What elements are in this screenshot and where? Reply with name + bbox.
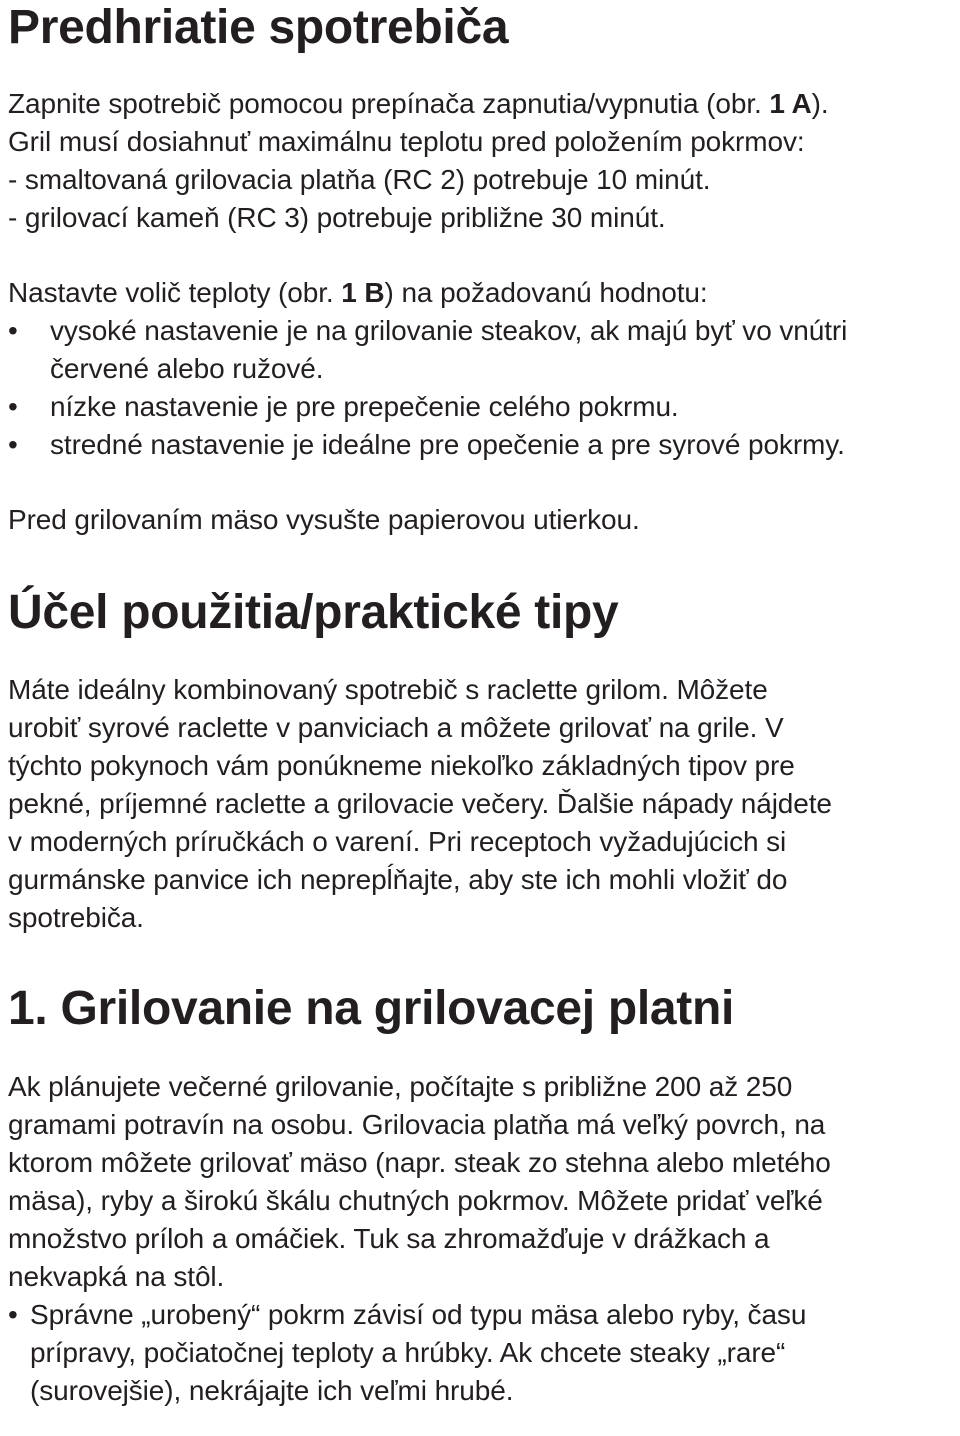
section-title-usage-tips: Účel použitia/praktické tipy [8,586,619,639]
paragraph-usage-tips [8,671,958,937]
paragraph-line: spotrebiča. [8,902,144,933]
paragraph-line [8,274,958,312]
list-item-line: Správne „urobený“ pokrm závisí od typu mäsa alebo ryby, času [30,1299,807,1330]
temperature-settings-list [8,312,958,464]
document-page [8,0,958,1410]
paragraph-line: v moderných príručkách o varení. Pri receptoch vyžadujúcich si [8,826,787,857]
figure-reference: 1 A [769,88,812,119]
paragraph-line: Máte ideálny kombinovaný spotrebič s raclette grilom. Môžete [8,674,768,705]
bullet-icon: • [8,391,18,422]
paragraph-line: nekvapká na stôl. [8,1261,225,1292]
paragraph-line: mäsa), ryby a širokú škálu chutných pokrmov. Môžete pridať veľké [8,1185,823,1216]
paragraph-grill-plate [8,1068,958,1296]
paragraph-line: pekné, príjemné raclette a grilovacie večery. Ďalšie nápady nájdete [8,788,832,819]
paragraph-line: gurmánske panvice ich neprepĺňajte, aby ste ich mohli vložiť do [8,864,788,895]
paragraph-line: ktorom môžete grilovať mäso (napr. steak zo stehna alebo mletého [8,1147,831,1178]
text-fragment: Nastavte volič teploty (obr. [8,277,342,308]
paragraph-line: urobiť syrové raclette v panviciach a môžete grilovať na grile. V [8,712,784,743]
paragraph-line: Pred grilovaním mäso vysušte papierovou utierkou. [8,504,640,535]
section-title-grill-plate: 1. Grilovanie na grilovacej platni [8,982,735,1035]
bullet-icon: • [8,429,18,460]
bullet-icon: • [8,1299,18,1330]
bullet-icon: • [8,315,18,346]
list-item-line: stredné nastavenie je ideálne pre opečenie a pre syrové pokrmy. [50,429,845,460]
paragraph-line: Ak plánujete večerné grilovanie, počítajte s približne 200 až 250 [8,1071,793,1102]
list-item [8,1296,958,1410]
section-title-preheating: Predhriatie spotrebiča [8,1,509,54]
list-item [8,426,958,464]
paragraph-line: gramami potravín na osobu. Grilovacia platňa má veľký povrch, na [8,1109,826,1140]
text-fragment: ) na požadovanú hodnotu: [384,277,708,308]
text-fragment: Zapnite spotrebič pomocou prepínača zapnutia/vypnutia (obr. [8,88,770,119]
paragraph-dry-meat [8,501,958,539]
paragraph-line: týchto pokynoch vám ponúkneme niekoľko základných tipov pre [8,750,795,781]
paragraph-line: Gril musí dosiahnuť maximálnu teplotu pred položením pokrmov: [8,126,805,157]
list-item-line: nízke nastavenie je pre prepečenie celého pokrmu. [50,391,679,422]
list-item-line: vysoké nastavenie je na grilovanie steakov, ak majú byť vo vnútri [50,315,848,346]
list-item [8,312,958,388]
list-item-line: (surovejšie), nekrájajte ich veľmi hrubé. [30,1375,514,1406]
list-item [8,388,958,426]
paragraph-switch-on [8,85,958,237]
figure-reference: 1 B [341,277,385,308]
paragraph-temperature [8,274,958,312]
list-item-line: červené alebo ružové. [50,353,324,384]
paragraph-line [8,85,958,123]
grill-plate-tips-list [8,1296,958,1410]
paragraph-line: - smaltovaná grilovacia platňa (RC 2) potrebuje 10 minút. [8,164,711,195]
text-fragment: ). [811,88,829,119]
list-item-line: prípravy, počiatočnej teploty a hrúbky. Ak chcete steaky „rare“ [30,1337,786,1368]
paragraph-line: - grilovací kameň (RC 3) potrebuje približne 30 minút. [8,202,666,233]
paragraph-line: množstvo príloh a omáčiek. Tuk sa zhromažďuje v drážkach a [8,1223,770,1254]
